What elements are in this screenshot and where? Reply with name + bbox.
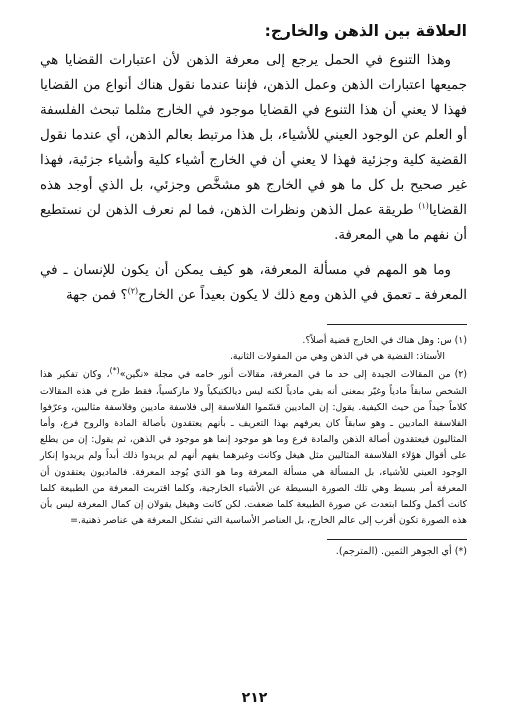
- footnote-1-question: (١) س: وهل هناك في الخارج قضية أصلاً؟.: [302, 335, 467, 346]
- paragraph-2-text: وما هو المهم في مسألة المعرفة، هو كيف يمكن أن يكون للإنسان ـ في المعرفة ـ تعمق في الذهن ومع ذلك لا يكون بعيداً عن الخارج: [40, 263, 467, 303]
- body-paragraph-2: [40, 258, 467, 308]
- translator-note: (*) أي الجوهر الثمين. (المترجم).: [335, 546, 467, 558]
- paragraph-2-text-end: ؟ فمن جهة: [66, 288, 128, 303]
- translator-note-divider: [327, 539, 467, 540]
- footnote-ref-1: (١): [418, 201, 429, 211]
- footnote-2: [40, 367, 467, 529]
- footnote-1-answer: الأستاذ: القضية هي في الذهن وهي من المقولات الثانية.: [229, 351, 445, 363]
- footnote-2-text-rest: ، وكان تفكير هذا الشخص سابقاً مادياً وغيّر بمعنى أنه بقي مادياً لكنه ليس ديالكتيكياً ولا ماركسياً، فقط طرح في هذه المقالات كلاماً جيداً من حيث الكيفية. يقول: إن الماديين قسّموا الفلاسفة إلى فلاسفة ماديين وفلاسفة مثاليين، وعرّفوا الفلاسفة الماديين ـ وهو سابقاً كان يعرفهم بهذا التعريف ـ بأنهم يعتقدون بأصالة المادة والروح فرع، وأما المثاليون فيعتقدون أصالة الذهن والمادة فرع وما هو موجود إنما هو موجود في الذهن، ثم يقول: إن من يطلع على أقوال هؤلاء الفلاسفة المثاليين مثل هيغل وكانت وغيرهما يفهم أنهم لم يريدوا ذلك أبداً ولم يريدوا إنكار الوجود العيني للأشياء، بل المسألة هي مسألة المعرفة وما هو الذي يُوجد المعرفة. فالماديون يعتقدون أن المعرفة أمر بسيط وهي تلك الصورة البسيطة عن الأشياء الخارجية، وكلما اقتربت المعرفة من الطبيعة كلما كانت أكمل وكلما ابتعدت عن صورة الطبيعة كلما ضعفت. لكن كانت وهيغل يقولان إن كمال المعرفة ليس بأن هذه الصورة تكون أقرب إلى عالم الخارج، بل العناصر الأساسية التي تشكل المعرفة هي عناصر ذهنية.=: [40, 369, 467, 527]
- footnote-ref-2: (٢): [127, 286, 139, 296]
- footnote-1: [40, 333, 467, 365]
- footnote-star-ref: (*): [109, 366, 120, 376]
- paragraph-1-text: وهذا التنوع في الحمل يرجع إلى معرفة الذهن لأن اعتبارات القضايا هي جميعها اعتبارات الذهن وعمل الذهن، فإننا عندما نقول هناك أنواع من القضايا فهذا لا يعني أن هذا التنوع في القضايا موجود في الخارج مثلما تبحث الفلسفة أو العلم عن الوجود العيني للأشياء، بل هذا مرتبط بعالم الذهن، أي عندما نقول القضية كلية وجزئية فهذا لا يعني أن في الخارج أشياء كلية وأشياء جزئية، فهذا غير صحيح بل كل ما هو في الخارج هو مشخَّص وجزئي، بل الذي أوجد هذه القضايا: [40, 53, 467, 218]
- footnote-2-text: [40, 367, 467, 529]
- section-heading: العلاقة بين الذهن والخارج:: [264, 22, 467, 40]
- footnote-2-number: (٢): [454, 369, 467, 381]
- body-paragraph-1: [40, 48, 467, 248]
- page-number: ٢١٢: [241, 690, 268, 706]
- footnote-2-text-start: من المقالات الجيدة إلى حد ما في المعرفة، مقالات أنور خامه في مجلة «نگين»: [119, 369, 451, 381]
- footnote-divider: [327, 324, 467, 325]
- paragraph-1-text-end: طريقة عمل الذهن ونظرات الذهن، فما لم نعرف الذهن لن نستطيع أن نفهم ما هي المعرفة.: [40, 203, 467, 243]
